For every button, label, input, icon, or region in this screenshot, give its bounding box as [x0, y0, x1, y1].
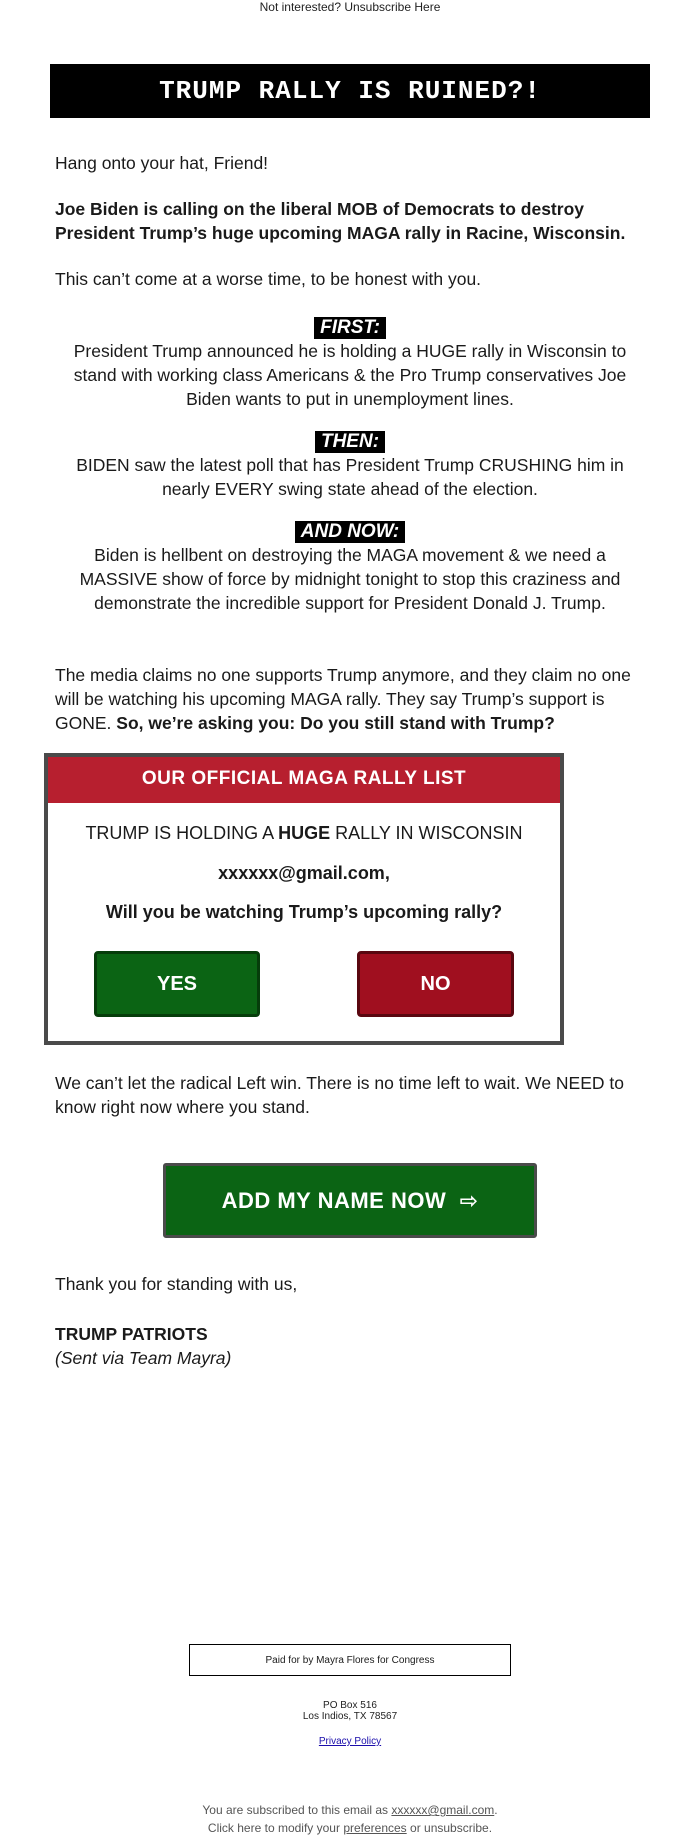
subscribed-email-link[interactable]: xxxxxx@gmail.com	[391, 1803, 495, 1817]
modify-pre: Click here to modify your	[207, 1821, 344, 1835]
recipient-email: xxxxxx@gmail.com,	[218, 863, 390, 883]
unsubscribe-link[interactable]: Not interested? Unsubscribe Here	[259, 0, 441, 14]
rally-line-post: RALLY IN WISCONSIN	[330, 823, 523, 843]
yes-button[interactable]: YES	[94, 951, 260, 1017]
cant-let-paragraph: We can’t let the radical Left win. There is no time left to wait. We NEED to know right now where you stand.	[55, 1073, 624, 1117]
signature: TRUMP PATRIOTS	[55, 1324, 208, 1344]
city-line: Los Indios, TX 78567	[302, 1711, 398, 1722]
rally-announcement	[48, 821, 560, 845]
no-button[interactable]: NO	[357, 951, 514, 1017]
paid-for-disclaimer: Paid for by Mayra Flores for Congress	[189, 1644, 511, 1676]
rally-box-body	[48, 803, 560, 1041]
worse-paragraph: This can’t come at a worse time, to be honest with you.	[55, 269, 482, 289]
preferences-link[interactable]: preferences	[343, 1821, 407, 1835]
section-text: Biden is hellbent on destroying the MAGA movement & we need a MASSIVE show of force by midnight tonight to stop this craziness and demonstrate the incredible support for President Donald J. Trump.	[79, 545, 621, 613]
rally-line-bold: HUGE	[278, 823, 331, 843]
subscribed-post: .	[494, 1803, 498, 1817]
sent-via: (Sent via Team Mayra)	[55, 1348, 232, 1368]
section-text: President Trump announced he is holding a HUGE rally in Wisconsin to stand with working class Americans & the Pro Trump conservatives Joe Biden wants to put in unemployment lines.	[73, 341, 627, 409]
answer-buttons	[94, 951, 514, 1017]
media-paragraph	[55, 663, 645, 735]
signoff	[55, 1272, 645, 1370]
subscription-notice	[0, 1801, 700, 1837]
po-box: PO Box 516	[323, 1700, 377, 1711]
section-then	[55, 429, 645, 501]
section-first	[55, 315, 645, 411]
add-my-name-button[interactable]	[163, 1163, 537, 1238]
rally-question: Will you be watching Trump’s upcoming rally?	[105, 902, 503, 922]
section-label: THEN:	[315, 431, 385, 453]
subscribed-line	[0, 1801, 700, 1819]
closing-section	[55, 1071, 645, 1119]
greeting: Hang onto your hat, Friend!	[55, 153, 269, 173]
rally-line-pre: TRUMP IS HOLDING A	[85, 823, 279, 843]
media-question: So, we’re asking you: Do you still stand with Trump?	[116, 713, 555, 733]
section-text: BIDEN saw the latest poll that has President Trump CRUSHING him in nearly EVERY swing state ahead of the election.	[76, 455, 624, 499]
section-label: FIRST:	[314, 317, 386, 339]
section-and-now	[55, 519, 645, 615]
section-label: AND NOW:	[295, 521, 406, 543]
mailing-address	[0, 1700, 700, 1722]
banner-title: TRUMP RALLY IS RUINED?!	[50, 64, 650, 118]
rally-box-title: OUR OFFICIAL MAGA RALLY LIST	[48, 757, 560, 803]
cta-label: ADD MY NAME NOW	[221, 1187, 447, 1213]
privacy-policy-link[interactable]: Privacy Policy	[318, 1736, 382, 1747]
email-body	[55, 151, 645, 735]
modify-line	[0, 1819, 700, 1837]
unsubscribe-bar	[0, 0, 700, 18]
modify-post: or unsubscribe.	[406, 1821, 493, 1835]
lead-paragraph: Joe Biden is calling on the liberal MOB of Democrats to destroy President Trump’s huge upcoming MAGA rally in Racine, Wisconsin.	[55, 199, 626, 243]
media-text: The media claims no one supports Trump anymore, and they claim no one will be watching his upcoming MAGA rally. They say Trump’s support is GONE.	[55, 665, 631, 733]
arrow-right-icon: ⇨	[459, 1187, 479, 1213]
thanks-text: Thank you for standing with us,	[55, 1274, 298, 1294]
privacy-row	[0, 1736, 700, 1747]
rally-list-box	[44, 753, 564, 1045]
subscribed-pre: You are subscribed to this email as	[202, 1803, 392, 1817]
